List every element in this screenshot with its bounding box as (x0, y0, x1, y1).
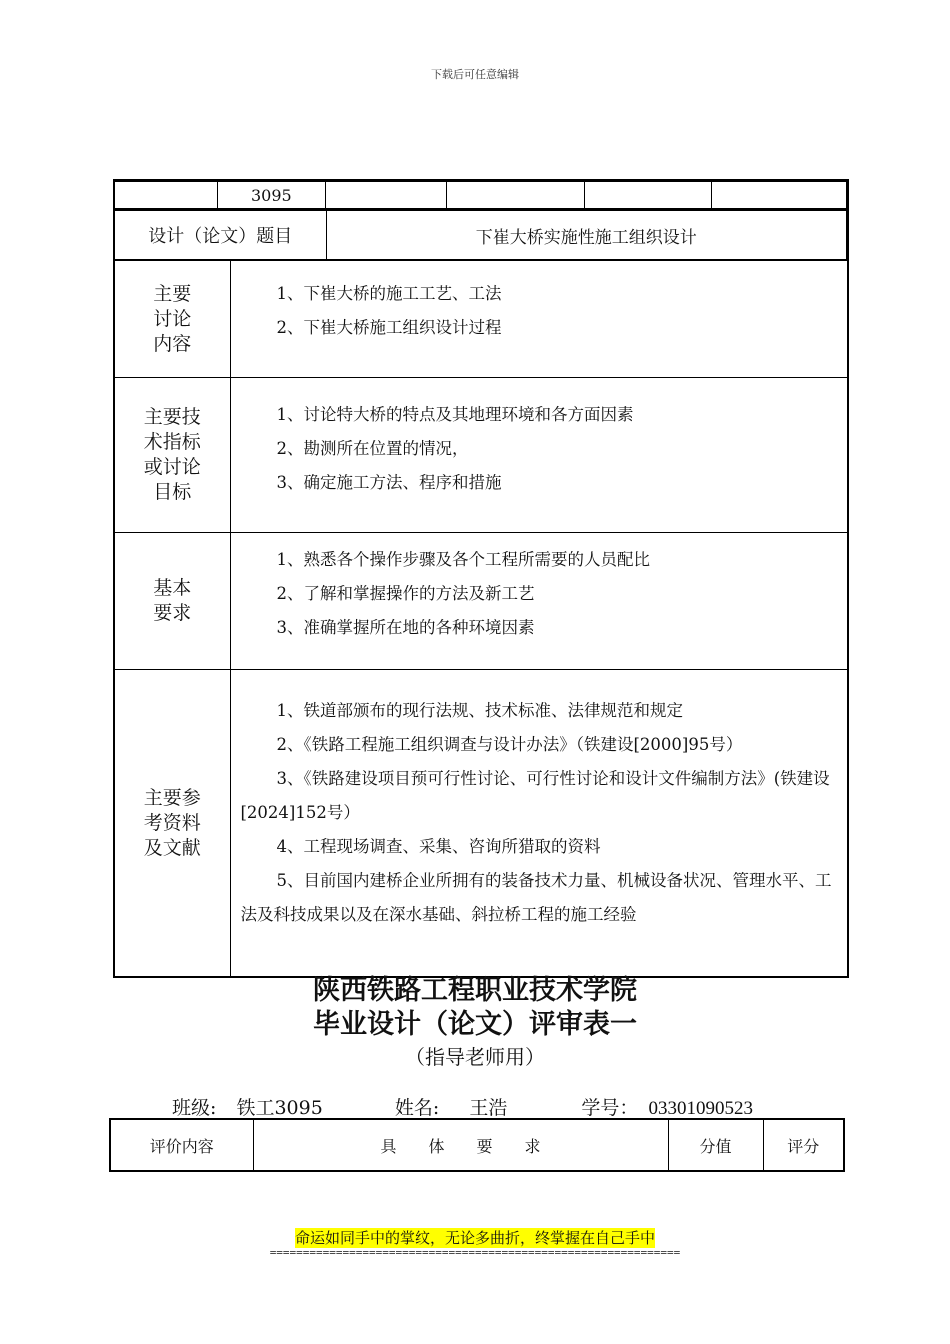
requirements-row (114, 533, 848, 670)
form-name: 毕业设计（论文）评审表一 (313, 1009, 637, 1040)
label-line: 考资料 (143, 811, 201, 834)
list-item: 1、铁道部颁布的现行法规、技术标准、法律规范和规定 (276, 701, 683, 720)
name-value: 王浩 (469, 1097, 508, 1119)
label-line: 讨论 (153, 307, 192, 330)
requirements-content (230, 533, 848, 670)
research-label (114, 261, 230, 378)
list-item: 3、确定施工方法、程序和措施 (276, 473, 502, 492)
footer-divider: ============================================================== (269, 1246, 681, 1259)
design-title-label: 设计（论文）题目 (115, 211, 326, 260)
top-row-cell-empty (711, 182, 846, 209)
references-label (114, 670, 230, 978)
form-title (0, 974, 950, 1070)
thesis-task-table (113, 179, 849, 978)
label-line: 主要技 (143, 406, 201, 428)
top-row-cell-empty (447, 182, 585, 209)
top-row-cell-empty (325, 182, 446, 209)
list-item: 3、《铁路建设项目预可行性讨论、可行性讨论和设计文件编制方法》(铁建设[2024]152号） (240, 769, 830, 822)
label-line: 主要 (153, 282, 192, 305)
list-item: 5、目前国内建桥企业所拥有的装备技术力量、机械设备状况、管理水平、工法及科技成果以及在深水基础、斜拉桥工程的施工经验 (240, 871, 832, 924)
top-row (114, 180, 848, 210)
requirements-label (114, 533, 230, 670)
label-line: 基本 (153, 577, 192, 599)
header-cell: 具 体 要 求 (253, 1119, 668, 1171)
targets-content (230, 378, 848, 533)
label-line: 及文献 (143, 836, 201, 859)
design-title-value: 下崔大桥实施性施工组织设计 (326, 211, 847, 260)
list-item: 3、准确掌握所在地的各种环境因素 (276, 618, 535, 637)
list-item: 1、熟悉各个操作步骤及各个工程所需要的人员配比 (276, 550, 650, 569)
targets-label (114, 378, 230, 533)
list-item: 2、勘测所在位置的情况， (276, 439, 469, 458)
evaluation-header-row (110, 1119, 844, 1171)
list-item: 4、工程现场调查、采集、咨询所猎取的资料 (276, 837, 601, 856)
name-label: 姓名: (394, 1097, 440, 1119)
list-item: 1、下崔大桥的施工工艺、工法 (276, 284, 502, 303)
form-subtitle: （指导老师用） (405, 1045, 545, 1069)
school-name: 陕西铁路工程职业技术学院 (313, 975, 637, 1006)
evaluation-table (109, 1118, 845, 1172)
footer-motto (0, 1227, 950, 1248)
list-item: 1、讨论特大桥的特点及其地理环境和各方面因素 (276, 405, 634, 424)
research-content (230, 261, 848, 378)
id-value: 03301090523 (648, 1098, 753, 1119)
references-content (230, 670, 848, 978)
header-cell: 分值 (668, 1119, 763, 1171)
class-label: 班级: (172, 1097, 217, 1119)
list-item: 2、下崔大桥施工组织设计过程 (276, 318, 502, 337)
list-item: 2、了解和掌握操作的方法及新工艺 (276, 584, 535, 603)
motto-text: 命运如同手中的掌纹，无论多曲折，终掌握在自己手中 (294, 1229, 655, 1247)
header-note: 下载后可任意编辑 (431, 68, 519, 81)
class-code-cell: 3095 (217, 182, 325, 209)
id-label: 学号： (581, 1097, 639, 1119)
label-line: 或讨论 (143, 456, 201, 478)
label-line: 内容 (153, 332, 192, 355)
design-title-row (114, 210, 848, 261)
research-row (114, 261, 848, 378)
label-line: 要求 (153, 602, 192, 624)
targets-row (114, 378, 848, 533)
list-item: 2、《铁路工程施工组织调查与设计办法》（铁建设[2000]95号） (276, 735, 743, 754)
label-line: 主要参 (143, 786, 201, 809)
label-line: 术指标 (143, 431, 201, 453)
header-cell: 评价内容 (110, 1119, 253, 1171)
label-line: 目标 (153, 481, 192, 503)
student-info (172, 1093, 753, 1120)
top-row-cell-empty (585, 182, 711, 209)
references-row (114, 670, 848, 978)
header-cell: 评分 (763, 1119, 844, 1171)
class-value: 铁工3095 (236, 1097, 323, 1119)
top-row-cell-empty (115, 182, 217, 209)
